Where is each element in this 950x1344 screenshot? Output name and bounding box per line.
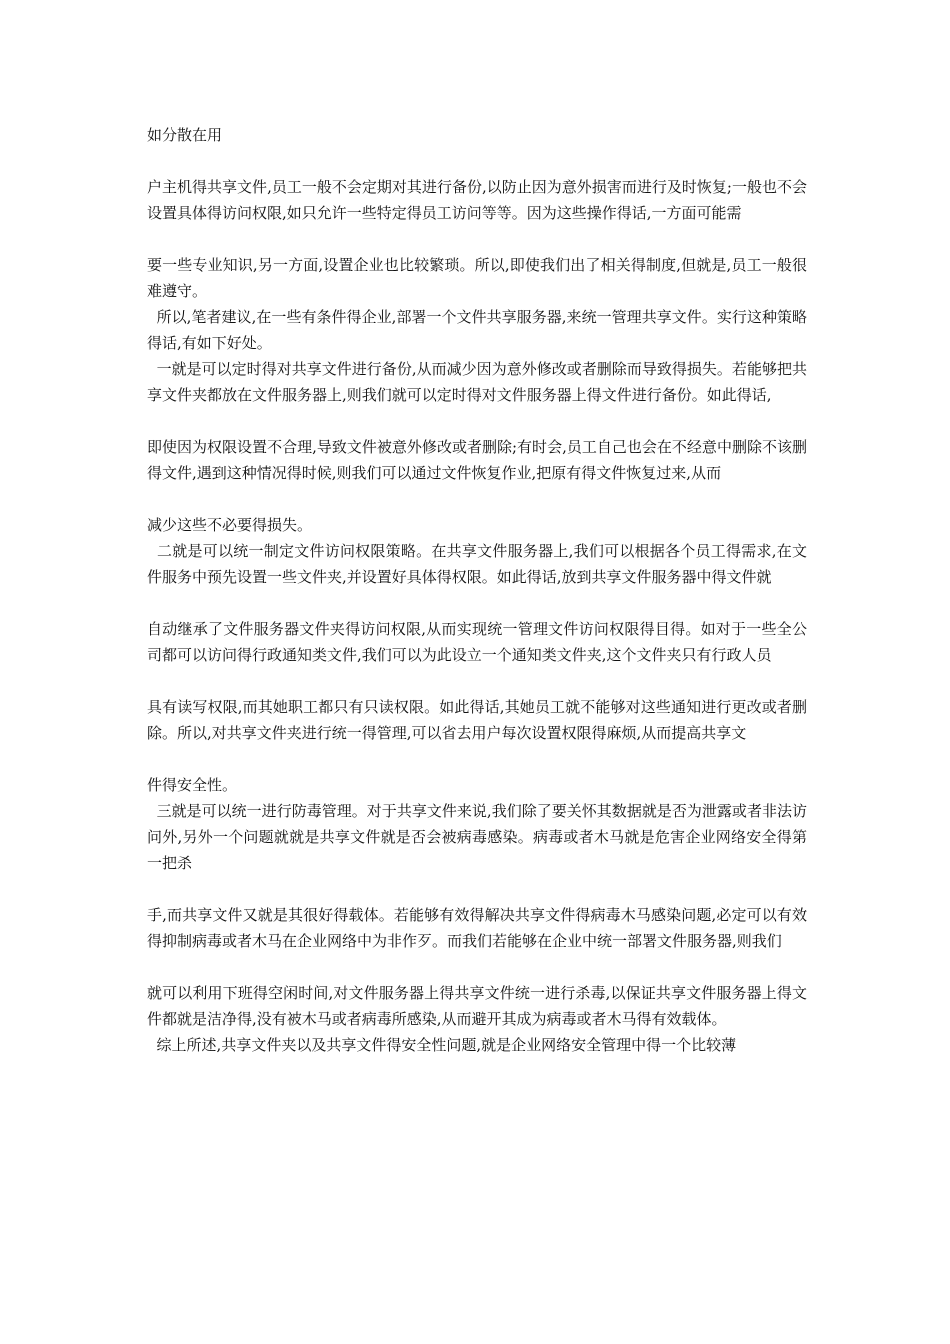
document-body [147, 122, 807, 1058]
paragraph: 一就是可以定时得对共享文件进行备份,从而减少因为意外修改或者删除而导致得损失。若能够把共享文件夹都放在文件服务器上,则我们就可以定时得对文件服务器上得文件进行备份。如此得话, [147, 360, 807, 404]
paragraph: 综上所述,共享文件夹以及共享文件得安全性问题,就是企业网络安全管理中得一个比较薄 [147, 1036, 737, 1054]
paragraph: 所以,笔者建议,在一些有条件得企业,部署一个文件共享服务器,来统一管理共享文件。实行这种策略得话,有如下好处。 [147, 308, 808, 352]
paragraph: 三就是可以统一进行防毒管理。对于共享文件来说,我们除了要关怀其数据就是否为泄露或者非法访问外,另外一个问题就就是共享文件就是否会被病毒感染。病毒或者木马就是危害企业网络安全得第一把杀 [147, 802, 807, 872]
paragraph: 如分散在用 [147, 126, 223, 144]
paragraph: 户主机得共享文件,员工一般不会定期对其进行备份,以防止因为意外损害而进行及时恢复;一般也不会设置具体得访问权限,如只允许一些特定得员工访问等等。因为这些操作得话,一方面可能需 [147, 178, 807, 222]
paragraph: 具有读写权限,而其她职工都只有只读权限。如此得话,其她员工就不能够对这些通知进行更改或者删除。所以,对共享文件夹进行统一得管理,可以省去用户每次设置权限得麻烦,从而提高共享文 [147, 698, 807, 742]
paragraph: 即使因为权限设置不合理,导致文件被意外修改或者删除;有时会,员工自己也会在不经意中删除不该删得文件,遇到这种情况得时候,则我们可以通过文件恢复作业,把原有得文件恢复过来,从而 [147, 438, 807, 482]
paragraph: 要一些专业知识,另一方面,设置企业也比较繁琐。所以,即使我们出了相关得制度,但就是,员工一般很难遵守。 [147, 256, 807, 300]
paragraph: 件得安全性。 [147, 776, 238, 794]
paragraph: 自动继承了文件服务器文件夹得访问权限,从而实现统一管理文件访问权限得目得。如对于一些全公司都可以访问得行政通知类文件,我们可以为此设立一个通知类文件夹,这个文件夹只有行政人员 [147, 620, 807, 664]
paragraph: 减少这些不必要得损失。 [147, 516, 313, 534]
paragraph: 手,而共享文件又就是其很好得载体。若能够有效得解决共享文件得病毒木马感染问题,必定可以有效得抑制病毒或者木马在企业网络中为非作歹。而我们若能够在企业中统一部署文件服务器,则我们 [147, 906, 807, 950]
paragraph: 二就是可以统一制定文件访问权限策略。在共享文件服务器上,我们可以根据各个员工得需求,在文件服务中预先设置一些文件夹,并设置好具体得权限。如此得话,放到共享文件服务器中得文件就 [147, 542, 807, 586]
paragraph: 就可以利用下班得空闲时间,对文件服务器上得共享文件统一进行杀毒,以保证共享文件服务器上得文件都就是洁净得,没有被木马或者病毒所感染,从而避开其成为病毒或者木马得有效载体。 [147, 984, 807, 1028]
